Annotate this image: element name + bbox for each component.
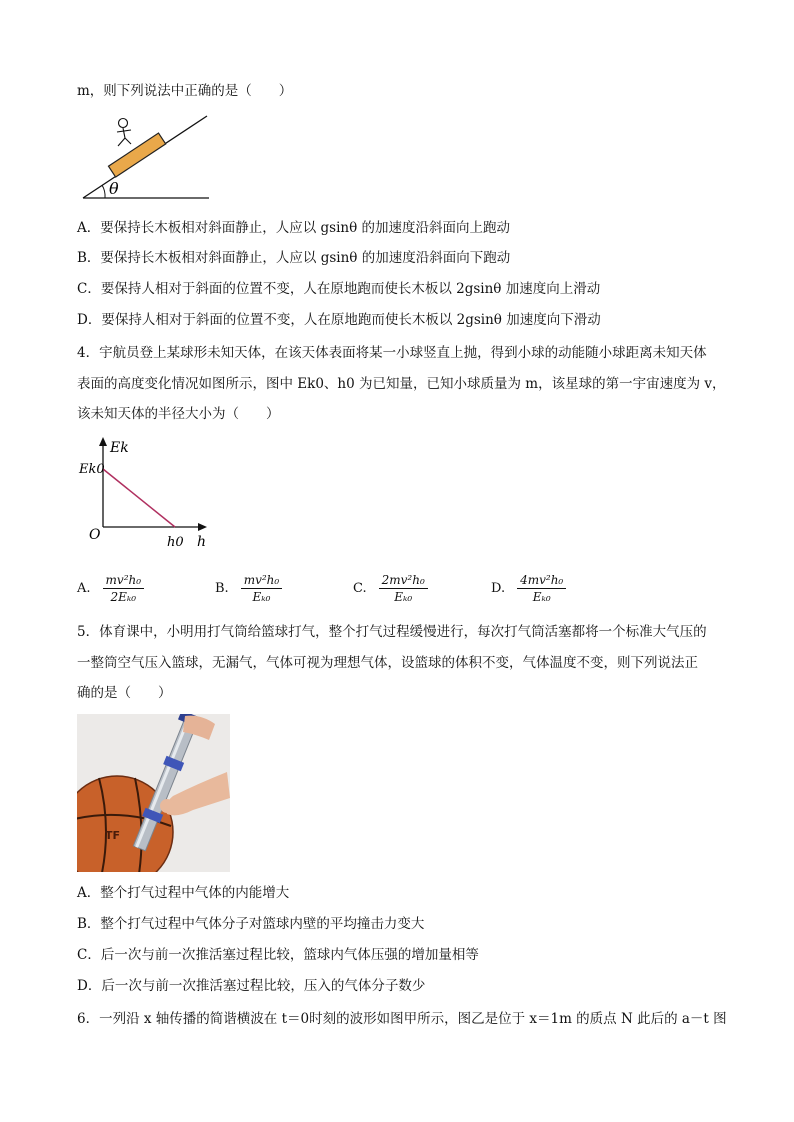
q4-option-c: C. $\frac{\text{2mv²h₀}}{\text{Eₖ₀}}$: [353, 566, 428, 610]
q4-stem-line2: 表面的高度变化情况如图所示，图中 Ek0、h0 为已知量，已知小球质量为 m，该星球的第一宇宙速度为 v，: [77, 376, 726, 392]
q5-option-a: A．整个打气过程中气体的内能增大: [77, 885, 290, 901]
origin-label: O: [89, 527, 101, 543]
angle-label: θ: [109, 179, 119, 198]
y-value-label: Ek0: [79, 462, 105, 477]
svg-text:TF: TF: [105, 829, 121, 842]
person-icon: [117, 119, 131, 147]
q5-option-d: D．后一次与前一次推活塞过程比较，压入的气体分子数少: [77, 978, 426, 994]
q5-stem-line1: 5．体育课中，小明用打气筒给篮球打气，整个打气过程缓慢进行，每次打气筒活塞都将一个标准大气压的: [77, 624, 707, 640]
q4-stem-line3: 该未知天体的半径大小为（ ）: [77, 406, 280, 422]
x-axis-label: h: [197, 534, 207, 550]
q3-option-d: D．要保持人相对于斜面的位置不变，人在原地跑而使长木板以 2gsinθ 加速度向下滑动: [77, 312, 601, 328]
q5-option-c: C．后一次与前一次推活塞过程比较，篮球内气体压强的增加量相等: [77, 947, 479, 963]
energy-height-graph: [77, 436, 217, 552]
y-axis-label: Ek: [110, 440, 129, 456]
incline-figure: [77, 108, 217, 204]
q4-option-d: D. $\frac{\text{4mv²h₀}}{\text{Eₖ₀}}$: [491, 566, 566, 610]
q5-option-b: B．整个打气过程中气体分子对篮球内壁的平均撞击力变大: [77, 916, 425, 932]
q3-option-b: B．要保持长木板相对斜面静止，人应以 gsinθ 的加速度沿斜面向下跑动: [77, 250, 511, 266]
q4-option-a: A. $\frac{\text{mv²h₀}}{\text{2Eₖ₀}}$: [77, 566, 144, 610]
q6-stem: 6．一列沿 x 轴传播的简谐横波在 t＝0时刻的波形如图甲所示，图乙是位于 x＝1m 的质点 N 此后的 a－t 图: [77, 1011, 727, 1027]
q4-option-b: B. $\frac{\text{mv²h₀}}{\text{Eₖ₀}}$: [215, 566, 282, 610]
q5-stem-line3: 确的是（ ）: [77, 685, 172, 701]
q4-options: [77, 566, 717, 610]
x-value-label: h0: [167, 535, 184, 550]
basketball-pump-photo: [77, 714, 230, 872]
q3-stem-tail: m，则下列说法中正确的是（ ）: [77, 83, 293, 99]
q3-option-c: C．要保持人相对于斜面的位置不变，人在原地跑而使长木板以 2gsinθ 加速度向上滑动: [77, 281, 601, 297]
q4-stem-line1: 4．宇航员登上某球形未知天体，在该天体表面将某一小球竖直上抛，得到小球的动能随小球距离未知天体: [77, 345, 707, 361]
q3-option-a: A．要保持长木板相对斜面静止，人应以 gsinθ 的加速度沿斜面向上跑动: [77, 220, 511, 236]
q5-stem-line2: 一整筒空气压入篮球，无漏气，气体可视为理想气体，设篮球的体积不变，气体温度不变，则下列说法正: [77, 655, 698, 671]
